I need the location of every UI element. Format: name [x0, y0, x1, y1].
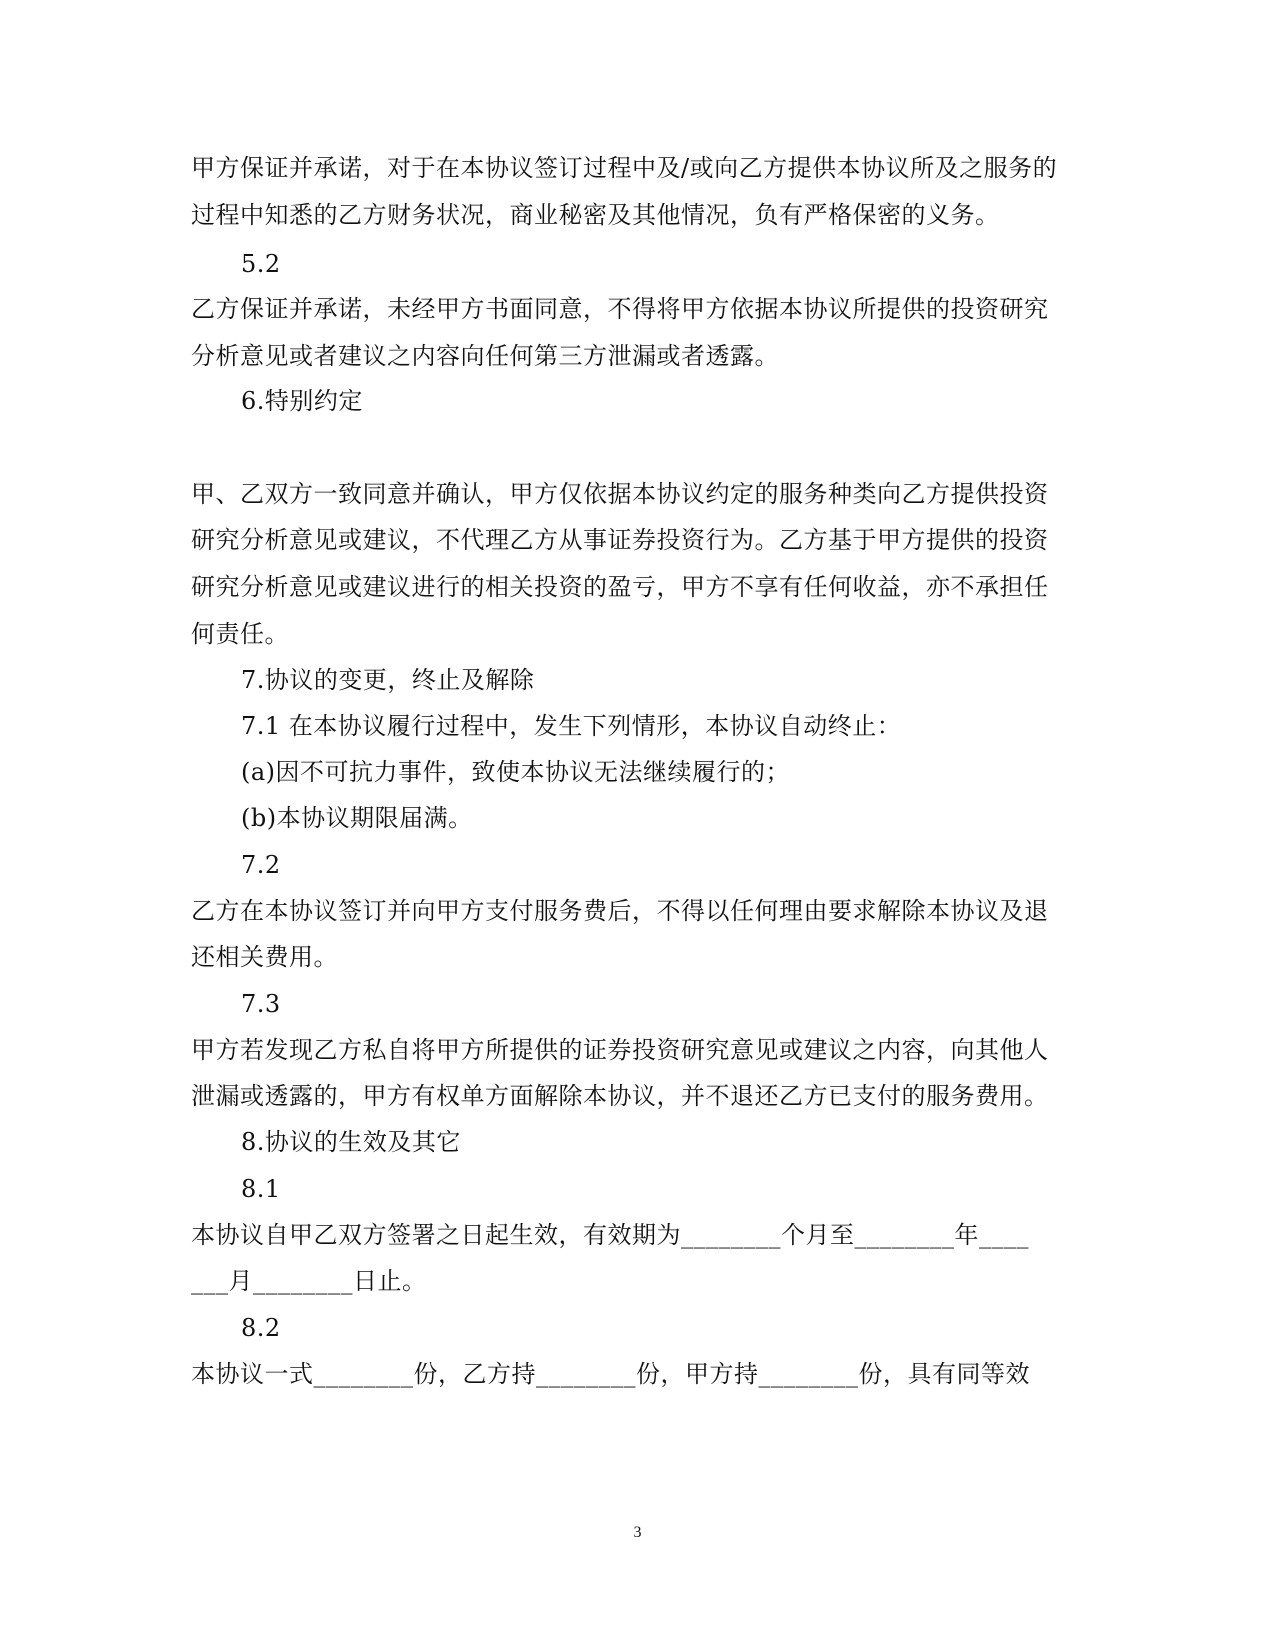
clause-number: 7.2 [241, 851, 281, 879]
paragraph-line: 泄漏或透露的，甲方有权单方面解除本协议，并不退还乙方已支付的服务费用。 [191, 1082, 1049, 1110]
paragraph-line: 甲方若发现乙方私自将甲方所提供的证券投资研究意见或建议之内容，向其他人 [191, 1036, 1049, 1064]
paragraph-line: 还相关费用。 [191, 943, 338, 971]
clause-number: 7.3 [241, 990, 281, 1018]
paragraph-line: 研究分析意见或建议进行的相关投资的盈亏，甲方不享有任何收益，亦不承担任 [191, 573, 1049, 601]
paragraph-line: 过程中知悉的乙方财务状况，商业秘密及其他情况，负有严格保密的义务。 [191, 201, 1000, 229]
clause-number: 8.1 [241, 1175, 281, 1203]
paragraph-line: 本协议自甲乙双方签署之日起生效，有效期为________个月至________年____ [191, 1221, 1029, 1249]
paragraph-line: 研究分析意见或建议，不代理乙方从事证券投资行为。乙方基于甲方提供的投资 [191, 526, 1049, 554]
section-heading: 8.协议的生效及其它 [241, 1128, 461, 1156]
clause-line: 7.1 在本协议履行过程中，发生下列情形，本协议自动终止： [241, 712, 902, 740]
section-heading: 6.特别约定 [241, 387, 363, 415]
paragraph-line: 本协议一式________份，乙方持________份，甲方持________份，具有同等效 [191, 1360, 1030, 1388]
list-item: (b)本协议期限届满。 [241, 804, 473, 832]
paragraph-line: 甲、乙双方一致同意并确认，甲方仅依据本协议约定的服务种类向乙方提供投资 [191, 480, 1049, 508]
clause-number: 8.2 [241, 1314, 281, 1342]
page-number: 3 [633, 1524, 642, 1541]
section-heading: 7.协议的变更，终止及解除 [241, 666, 535, 694]
clause-number: 5.2 [241, 250, 281, 278]
paragraph-line: 甲方保证并承诺，对于在本协议签订过程中及/或向乙方提供本协议所及之服务的 [191, 154, 1058, 182]
paragraph-line: 乙方保证并承诺，未经甲方书面同意，不得将甲方依据本协议所提供的投资研究 [191, 295, 1049, 323]
paragraph-line: 何责任。 [191, 620, 289, 648]
list-item: (a)因不可抗力事件，致使本协议无法继续履行的； [241, 758, 791, 786]
paragraph-line: 乙方在本协议签订并向甲方支付服务费后，不得以任何理由要求解除本协议及退 [191, 897, 1049, 925]
paragraph-line: ___月________日止。 [191, 1267, 427, 1295]
paragraph-line: 分析意见或者建议之内容向任何第三方泄漏或者透露。 [191, 342, 779, 370]
